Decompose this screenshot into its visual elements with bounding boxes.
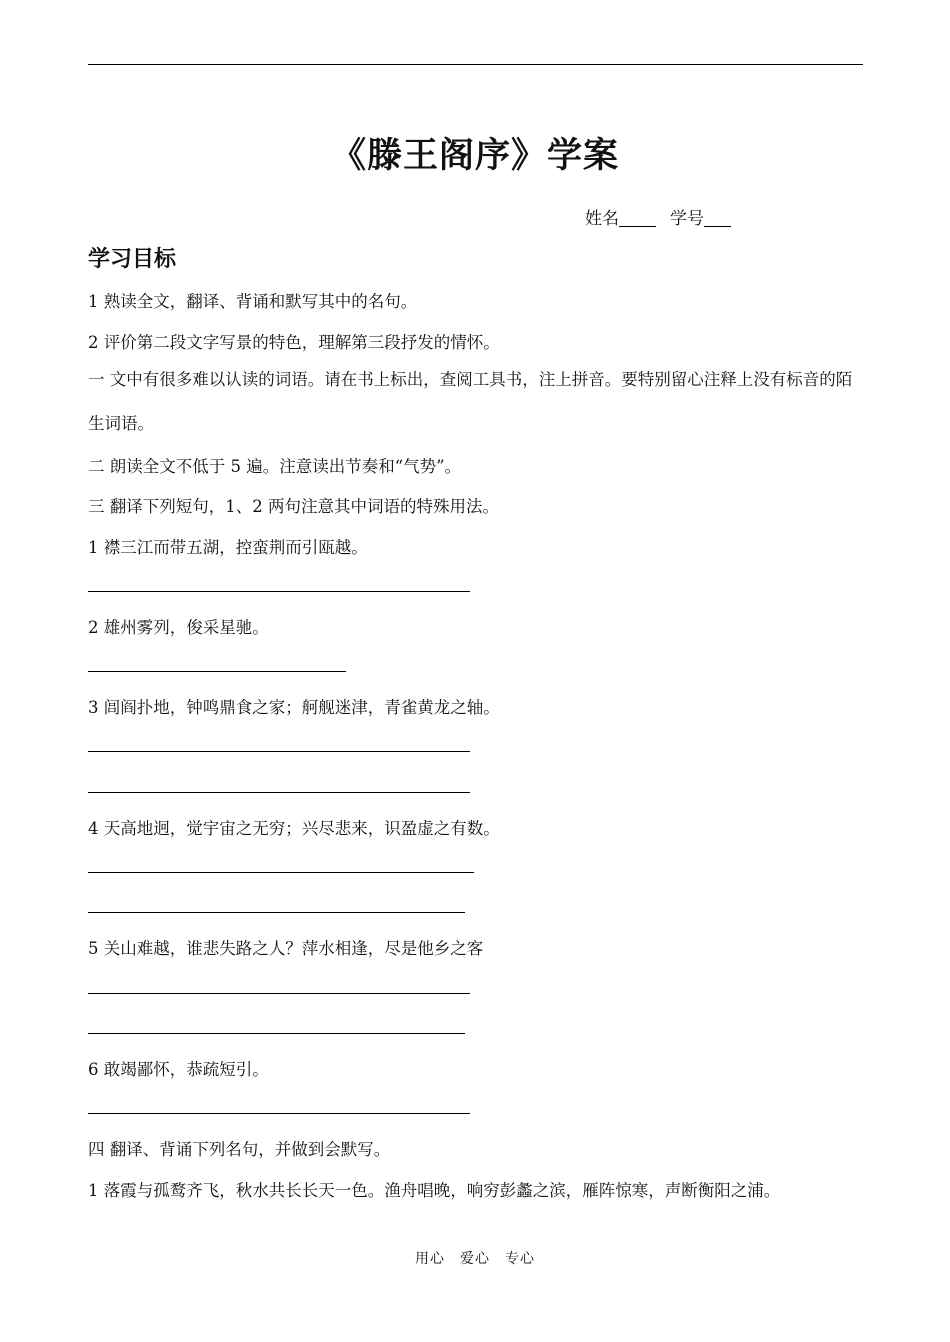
answer-line-4a[interactable]: [88, 872, 474, 873]
section-heading: 学习目标: [88, 247, 177, 272]
sentence-6: 6 敢竭鄙怀，恭疏短引。: [88, 1060, 269, 1079]
answer-line-5b[interactable]: [88, 1033, 465, 1034]
answer-line-2[interactable]: [88, 671, 346, 672]
task-1: 一 文中有很多难以认读的词语。请在书上标出，查阅工具书，注上拼音。要特别留心注释上没有标音的陌生词语。: [88, 370, 853, 433]
answer-line-4b[interactable]: [88, 912, 465, 913]
sentence-3: 3 闾阎扑地，钟鸣鼎食之家；舸舰迷津，青雀黄龙之轴。: [88, 698, 500, 717]
sentence-4: 4 天高地迥，觉宇宙之无穷；兴尽悲来，识盈虚之有数。: [88, 819, 500, 838]
name-label: 姓名: [585, 209, 619, 229]
name-id-line: [585, 204, 731, 229]
objective-1: 1 熟读全文，翻译、背诵和默写其中的名句。: [88, 292, 418, 311]
answer-line-5a[interactable]: [88, 993, 470, 994]
objective-2: 2 评价第二段文字写景的特色，理解第三段抒发的情怀。: [88, 333, 500, 352]
answer-line-3a[interactable]: [88, 751, 470, 752]
id-blank[interactable]: [704, 209, 731, 227]
name-blank[interactable]: [619, 209, 656, 227]
id-label: 学号: [670, 209, 704, 229]
sentence-5: 5 关山难越，谁悲失路之人？萍水相逢，尽是他乡之客: [88, 939, 484, 958]
answer-line-1[interactable]: [88, 591, 470, 592]
document-title: 《滕王阁序》学案: [330, 136, 619, 176]
header-rule: [88, 64, 863, 65]
famous-line-1: 1 落霞与孤鹜齐飞，秋水共长长天一色。渔舟唱晚，响穷彭蠡之滨，雁阵惊寒，声断衡阳之浦。: [88, 1181, 781, 1200]
page-footer: 用心 爱心 专心: [415, 1251, 535, 1267]
answer-line-3b[interactable]: [88, 792, 470, 793]
task-3: 三 翻译下列短句，1、2 两句注意其中词语的特殊用法。: [88, 497, 499, 516]
sentence-1: 1 襟三江而带五湖，控蛮荆而引瓯越。: [88, 538, 368, 557]
task-2: 二 朗读全文不低于 5 遍。注意读出节奏和“气势”。: [88, 457, 462, 476]
sentence-2: 2 雄州雾列，俊采星驰。: [88, 618, 269, 637]
answer-line-6[interactable]: [88, 1113, 470, 1114]
task-4: 四 翻译、背诵下列名句，并做到会默写。: [88, 1140, 391, 1159]
